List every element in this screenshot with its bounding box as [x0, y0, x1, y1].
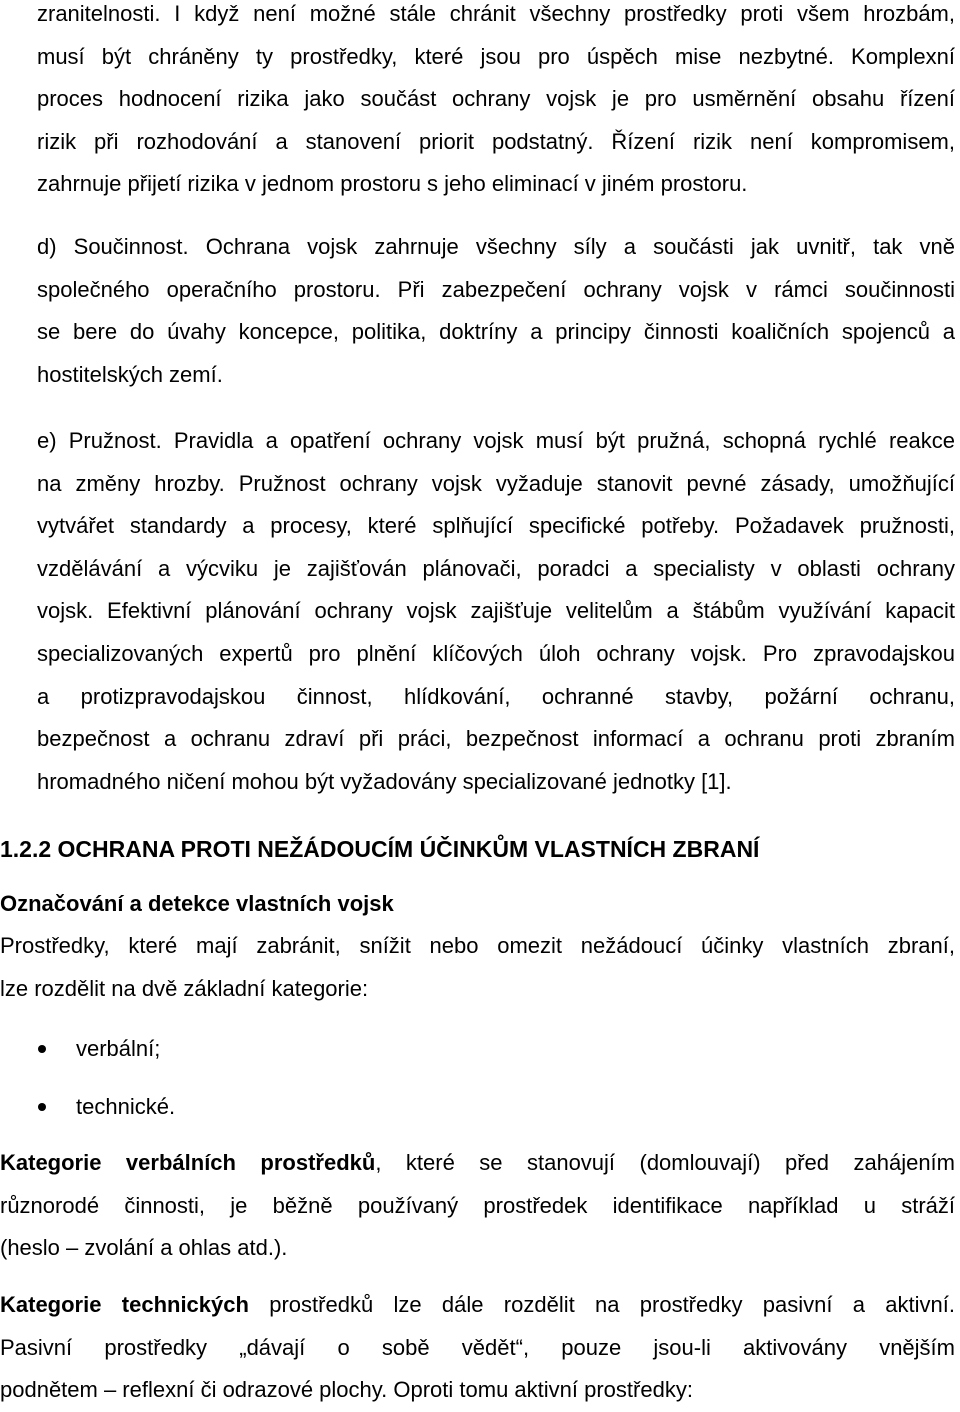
- text-line: vytvářet standardy a procesy, které splňující specifické potřeby. Požadavek pružnosti,: [37, 513, 955, 539]
- text-line: d) Součinnost. Ochrana vojsk zahrnuje všechny síly a součásti jak uvnitř, tak vně: [37, 234, 955, 259]
- text-run: prostředků lze dále rozdělit na prostředky pasivní a aktivní.: [248, 1292, 955, 1317]
- paragraph-technical-category: [0, 1284, 955, 1412]
- bold-term: Kategorie technických: [0, 1292, 249, 1317]
- list-item-label: verbální;: [76, 1036, 161, 1061]
- text-line: podnětem – reflexní či odrazové plochy. Oproti tomu aktivní prostředky:: [0, 1377, 693, 1403]
- text-line: Pasivní prostředky „dávají o sobě vědět“, pouze jsou-li aktivovány vnějším: [0, 1334, 955, 1360]
- text-line: lze rozdělit na dvě základní kategorie:: [0, 975, 369, 1001]
- text-line: (heslo – zvolání a ohlas atd.).: [0, 1235, 288, 1261]
- text-line: hostitelských zemí.: [37, 361, 223, 387]
- text-line: musí být chráněny ty prostředky, které jsou pro úspěch mise nezbytné. Komplexní: [37, 43, 955, 69]
- list-item-label: technické.: [76, 1094, 176, 1119]
- paragraph-verbal-category: [0, 1142, 955, 1270]
- text-line: e) Pružnost. Pravidla a opatření ochrany vojsk musí být pružná, schopná rychlé reakce: [37, 428, 955, 453]
- list-item: [38, 1028, 438, 1086]
- text-line: vzdělávání a výcviku je zajišťován plánovači, poradci a specialisty v oblasti ochrany: [37, 555, 955, 581]
- paragraph-risk-management: [37, 0, 955, 206]
- text-line: zranitelnosti. I když není možné stále chránit všechny prostředky proti všem hrozbám,: [37, 1, 955, 26]
- text-line: specializovaných expertů pro plnění klíčových úloh ochrany vojsk. Pro zpravodajskou: [37, 640, 955, 666]
- text-line: se bere do úvahy koncepce, politika, doktríny a principy činnosti koaličních spojenců a: [37, 319, 955, 345]
- text-run: , které se stanovují (domlouvají) před zahájením: [375, 1150, 955, 1175]
- text-line: proces hodnocení rizika jako součást ochrany vojsk je pro usměrnění obsahu řízení: [37, 86, 955, 112]
- subsection-heading: Označování a detekce vlastních vojsk: [0, 891, 394, 916]
- categories-list: [38, 1028, 438, 1144]
- text-line: vojsk. Efektivní plánování ochrany vojsk zajišťuje velitelům a štábům využívání kapacit: [37, 598, 955, 624]
- text-line: bezpečnost a ochranu zdraví při práci, bezpečnost informací a ochranu proti zbraním: [37, 726, 955, 752]
- text-line: [0, 1142, 955, 1185]
- paragraph-cooperation: [37, 226, 955, 396]
- text-line: na změny hrozby. Pružnost ochrany vojsk vyžaduje stanovit pevné zásady, umožňující: [37, 470, 955, 496]
- text-line: a protizpravodajskou činnost, hlídkování, ochranné stavby, požární ochranu,: [37, 683, 955, 709]
- text-line: zahrnuje přijetí rizika v jednom prostoru s jeho eliminací v jiném prostoru.: [37, 171, 748, 197]
- bullet-icon: [38, 1045, 46, 1053]
- text-line: rizik při rozhodování a stanovení priorit podstatný. Řízení rizik není kompromisem,: [37, 128, 955, 154]
- paragraph-categories-intro: [0, 925, 955, 1010]
- text-line: různorodé činnosti, je běžně používaný prostředek identifikace například u stráží: [0, 1192, 955, 1218]
- list-item: [38, 1086, 438, 1144]
- bold-term: Kategorie verbálních prostředků: [0, 1150, 376, 1175]
- paragraph-flexibility: [37, 420, 955, 803]
- section-heading: 1.2.2 OCHRANA PROTI NEŽÁDOUCÍM ÚČINKŮM VLASTNÍCH ZBRANÍ: [0, 836, 760, 862]
- bullet-icon: [38, 1103, 46, 1111]
- text-line: hromadného ničení mohou být vyžadovány specializované jednotky [1].: [37, 768, 732, 794]
- text-line: společného operačního prostoru. Při zabezpečení ochrany vojsk v rámci součinnosti: [37, 276, 955, 302]
- text-line: Prostředky, které mají zabránit, snížit nebo omezit nežádoucí účinky vlastních zbraní,: [0, 933, 955, 958]
- text-line: [0, 1284, 955, 1327]
